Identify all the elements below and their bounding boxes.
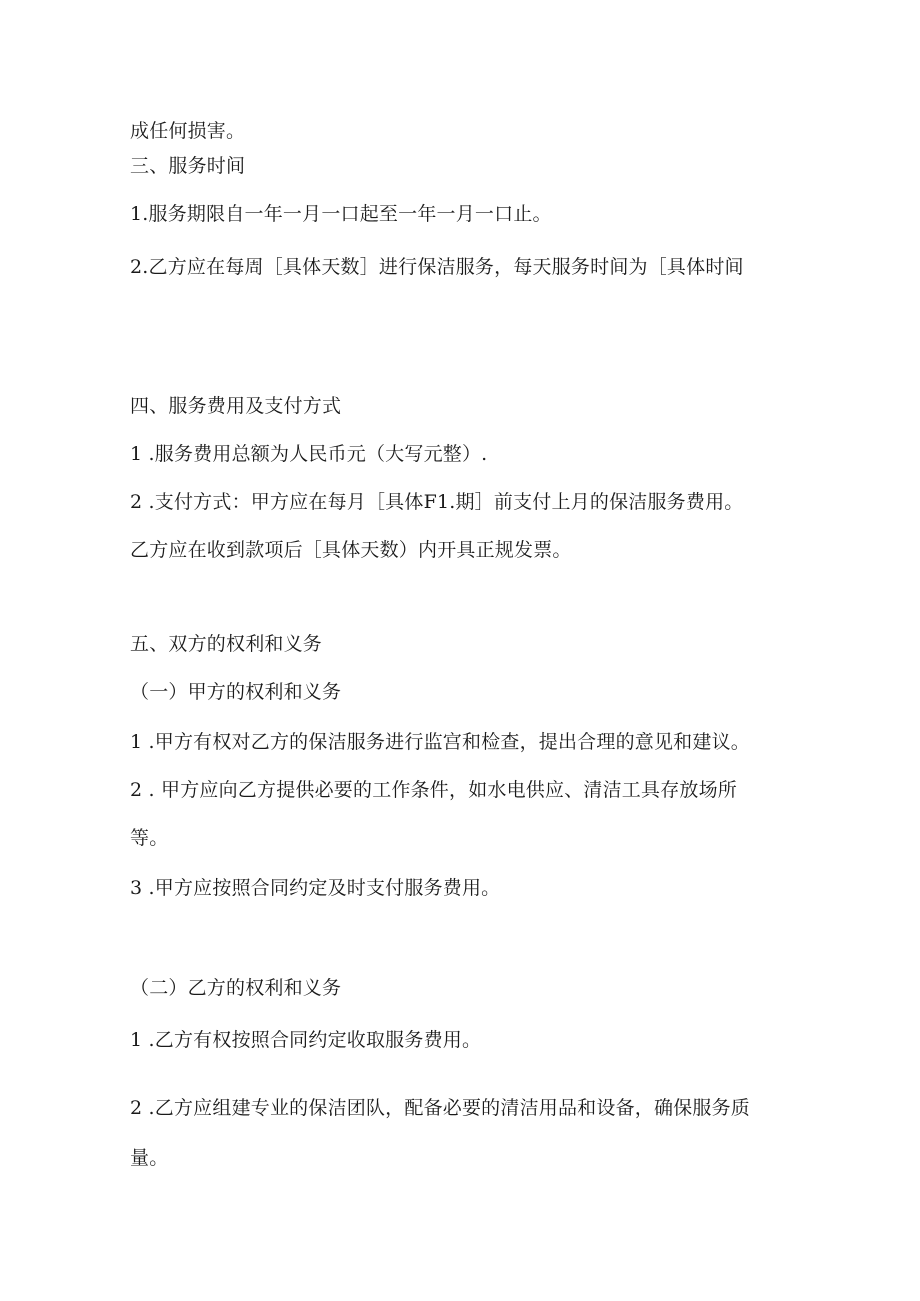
subsection-heading-party-a: （一）甲方的权利和义务 [130,681,342,703]
text-line-service-period: 1.服务期限自一年一月一口起至一年一月一口止。 [130,203,552,225]
text-line-fee-total: 1 .服务费用总额为人民币元（大写元整）. [130,443,488,465]
text-line-payment-method: 2 .支付方式：甲方应在每月［具体F1.期］前支付上月的保洁服务费用。 [130,491,744,513]
text-line-party-b-fees: 1 .乙方有权按照合同约定收取服务费用。 [130,1029,482,1051]
section-heading-rights: 五、双方的权利和义务 [130,633,323,655]
text-line-party-b-team-cont: 量。 [130,1147,169,1169]
text-line-party-b-team: 2 .乙方应组建专业的保洁团队，配备必要的清洁用品和设备，确保服务质 [130,1097,750,1119]
text-line-party-a-conditions-cont: 等。 [130,827,169,849]
section-heading-fees: 四、服务费用及支付方式 [130,395,342,417]
text-line-party-a-payment: 3 .甲方应按照合同约定及时支付服务费用。 [130,877,501,899]
text-line-party-a-supervision: 1 .甲方有权对乙方的保洁服务进行监宫和检查，提出合理的意见和建议。 [130,731,750,753]
section-heading-service-time: 三、服务时间 [130,155,246,177]
text-line-continuation: 成任何损害。 [130,120,246,142]
text-line-invoice: 乙方应在收到款项后［具体天数）内开具正规发票。 [130,539,572,561]
text-line-party-a-conditions: 2 . 甲方应向乙方提供必要的工作条件，如水电供应、清洁工具存放场所 [130,779,738,801]
text-line-service-schedule: 2.乙方应在每周［具体天数］进行保洁服务，每天服务时间为［具体时间 [130,256,744,278]
subsection-heading-party-b: （二）乙方的权利和义务 [130,977,342,999]
